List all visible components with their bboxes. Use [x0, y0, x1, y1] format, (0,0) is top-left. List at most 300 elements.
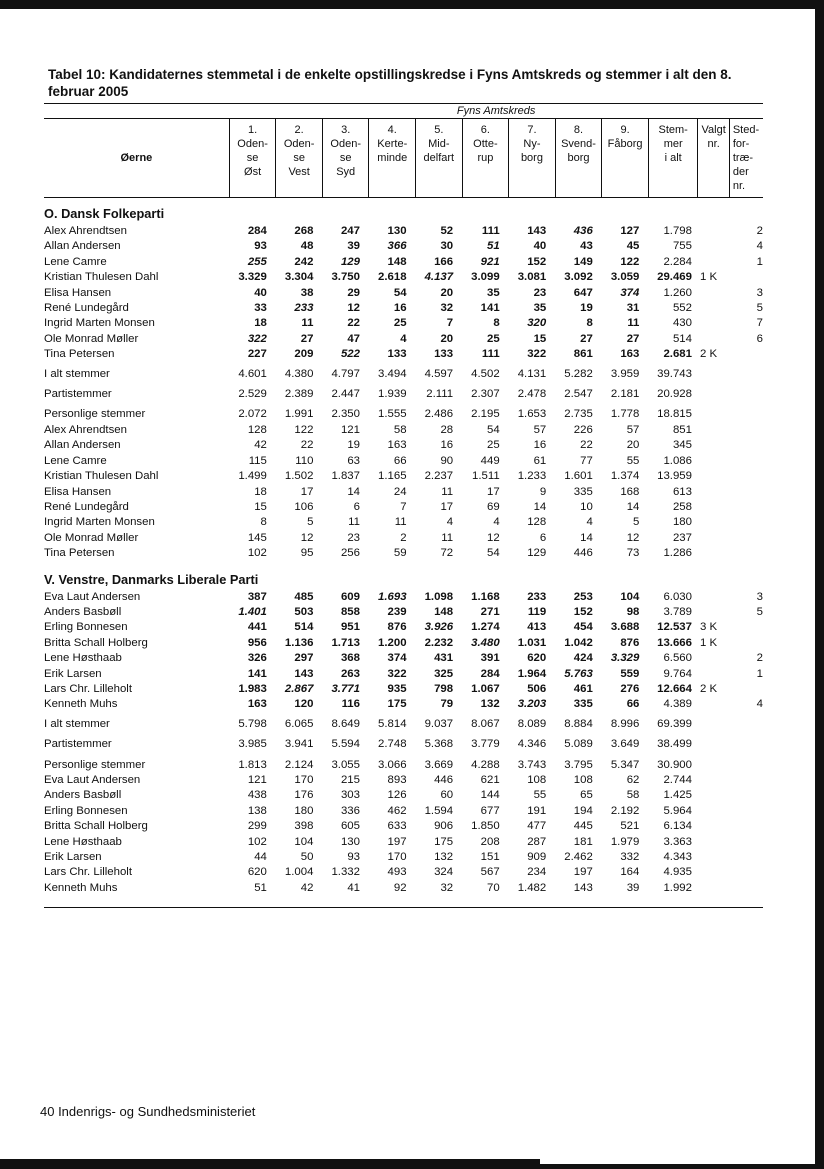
- cell-sted: 5: [756, 302, 763, 315]
- header-line: Kerte-: [377, 138, 408, 150]
- cell-kreds-4: 3.494: [378, 367, 407, 380]
- cell-kreds-5: 7: [446, 317, 454, 330]
- cell-kreds-5: 431: [434, 652, 454, 665]
- row-label: Kristian Thulesen Dahl: [44, 271, 159, 284]
- cell-kreds-6: 12: [487, 531, 500, 544]
- cell-kreds-5: 4: [446, 516, 454, 529]
- cell-kreds-3: 4.797: [331, 367, 360, 380]
- header-line: 1.: [247, 124, 258, 136]
- cell-kreds-7: 143: [527, 225, 547, 237]
- cell-total: 1.992: [663, 881, 692, 894]
- header-line: Vest: [288, 166, 310, 178]
- cell-total: 13.959: [657, 470, 692, 483]
- candidate-row: [44, 255, 763, 270]
- cell-sted: [729, 270, 763, 285]
- cell-kreds-6: 141: [480, 302, 500, 315]
- cell-kreds-3: 19: [347, 439, 360, 452]
- cell-kreds-1: 255: [247, 255, 267, 268]
- candidate-row: [44, 347, 763, 362]
- cell-kreds-5: 2.486: [424, 408, 454, 421]
- cell-kreds-1: 387: [247, 590, 267, 603]
- cell-kreds-8: 861: [573, 348, 593, 361]
- cell-sted: [729, 620, 763, 635]
- candidate-row: [44, 605, 763, 620]
- cell-kreds-6: 144: [480, 789, 500, 802]
- cell-kreds-7: 129: [527, 547, 547, 560]
- cell-kreds-3: 6: [353, 500, 360, 513]
- cell-kreds-6: 111: [481, 348, 500, 361]
- cell-kreds-7: 413: [527, 621, 547, 634]
- cell-kreds-3: 522: [340, 348, 360, 361]
- cell-total: 39.743: [657, 367, 692, 380]
- row-label: I alt stemmer: [44, 367, 110, 380]
- cell-kreds-8: 1.601: [564, 470, 593, 483]
- cell-kreds-9: 168: [620, 485, 640, 498]
- candidate-row: [44, 697, 763, 712]
- cell-kreds-5: 28: [440, 423, 454, 436]
- header-line: Fåborg: [607, 138, 643, 150]
- cell-kreds-9: 3.688: [610, 621, 640, 634]
- cell-kreds-2: 170: [294, 774, 314, 786]
- cell-kreds-9: 3.329: [610, 652, 640, 665]
- cell-kreds-5: 79: [440, 698, 454, 711]
- cell-valgt: [698, 835, 729, 850]
- cell-sted: 7: [756, 317, 763, 330]
- cell-kreds-4: 11: [394, 516, 407, 529]
- group-header-spacer: [44, 104, 229, 119]
- cell-total: 180: [672, 516, 692, 529]
- cell-kreds-5: 148: [434, 605, 454, 618]
- column-header-kreds-8: [555, 119, 602, 198]
- cell-sted: [729, 500, 763, 515]
- cell-sted: [729, 850, 763, 865]
- cell-kreds-5: 133: [434, 348, 454, 361]
- i-alt-row: [44, 363, 763, 382]
- cell-kreds-2: 268: [294, 225, 314, 237]
- cell-kreds-2: 110: [295, 454, 314, 467]
- cell-kreds-8: 143: [573, 881, 593, 894]
- table-bottom-rule: [44, 907, 763, 908]
- cell-kreds-5: 4.137: [424, 271, 454, 284]
- cell-valgt: [698, 332, 729, 347]
- cell-valgt: [698, 651, 729, 666]
- cell-kreds-2: 4.380: [284, 367, 314, 380]
- cell-kreds-1: 1.401: [238, 605, 267, 618]
- cell-kreds-7: 61: [533, 454, 547, 467]
- cell-kreds-3: 121: [340, 423, 360, 436]
- header-line: se: [339, 152, 352, 164]
- header-line: der: [732, 166, 749, 178]
- row-label: Eva Laut Andersen: [44, 774, 141, 786]
- cell-valgt: [698, 286, 729, 301]
- cell-total: 69.399: [657, 717, 692, 730]
- cell-valgt: [698, 438, 729, 453]
- candidate-row: [44, 301, 763, 316]
- personal-vote-row: [44, 804, 763, 819]
- column-header-stemmer: [648, 119, 698, 198]
- cell-valgt: [698, 850, 729, 865]
- cell-kreds-6: 921: [480, 255, 500, 268]
- cell-kreds-1: 620: [247, 866, 267, 879]
- personlige-row: [44, 753, 763, 773]
- cell-kreds-4: 59: [393, 547, 407, 560]
- cell-sted: [729, 713, 763, 732]
- cell-valgt: [698, 454, 729, 469]
- cell-kreds-7: 477: [527, 820, 547, 833]
- cell-kreds-2: 485: [294, 590, 314, 603]
- cell-sted: 5: [756, 605, 763, 618]
- cell-kreds-1: 284: [247, 225, 267, 237]
- header-line: se: [293, 152, 305, 164]
- table-body: [44, 198, 763, 897]
- cell-kreds-5: 30: [440, 240, 454, 253]
- cell-kreds-4: 633: [387, 820, 407, 833]
- cell-kreds-6: 51: [487, 240, 500, 253]
- cell-kreds-8: 3.092: [564, 271, 593, 284]
- row-label: Anders Basbøll: [44, 789, 122, 802]
- group-header-row: [44, 104, 763, 119]
- cell-sted: 3: [756, 590, 763, 603]
- cell-kreds-3: 5.594: [331, 738, 360, 751]
- cell-total: 2.744: [663, 774, 692, 786]
- cell-kreds-7: 4.346: [517, 738, 547, 751]
- cell-kreds-3: 14: [347, 485, 360, 498]
- cell-kreds-3: 116: [341, 698, 360, 711]
- cell-kreds-4: 1.555: [378, 408, 407, 421]
- partistemmer-row: [44, 382, 763, 402]
- cell-sted: [729, 773, 763, 788]
- cell-kreds-9: 27: [626, 332, 640, 345]
- cell-kreds-7: 128: [527, 516, 547, 529]
- cell-kreds-5: 11: [441, 531, 454, 544]
- cell-kreds-5: 1.594: [424, 804, 454, 817]
- row-label: Eva Laut Andersen: [44, 590, 141, 603]
- cell-sted: [729, 438, 763, 453]
- cell-total: 613: [672, 485, 692, 498]
- cell-kreds-9: 55: [626, 454, 640, 467]
- cell-kreds-2: 503: [294, 605, 314, 618]
- row-label: Lene Høsthaab: [44, 652, 122, 665]
- cell-valgt: [698, 773, 729, 788]
- cell-kreds-2: 11: [301, 317, 314, 330]
- cell-kreds-5: 32: [440, 302, 454, 315]
- cell-sted: 4: [756, 698, 763, 711]
- cell-kreds-3: 23: [347, 531, 360, 544]
- cell-kreds-5: 175: [434, 835, 454, 848]
- cell-kreds-8: 647: [573, 286, 593, 299]
- cell-kreds-4: 92: [393, 881, 407, 894]
- cell-kreds-5: 52: [440, 225, 454, 237]
- scan-edge-right: [815, 0, 824, 1169]
- cell-kreds-8: 446: [573, 547, 593, 560]
- cell-kreds-8: 19: [580, 302, 593, 315]
- header-line: rup: [477, 152, 494, 164]
- column-header-kreds-9: [602, 119, 649, 198]
- cell-total: 5.964: [663, 804, 692, 817]
- cell-kreds-3: 39: [347, 240, 360, 253]
- cell-kreds-7: 909: [527, 851, 547, 864]
- cell-total: 345: [672, 439, 692, 452]
- cell-kreds-6: 4.502: [471, 367, 500, 380]
- cell-kreds-8: 3.795: [564, 758, 593, 771]
- cell-kreds-3: 63: [347, 454, 360, 467]
- cell-kreds-7: 108: [527, 774, 547, 786]
- cell-kreds-7: 35: [533, 302, 547, 315]
- cell-kreds-3: 368: [340, 652, 360, 665]
- cell-valgt: [698, 224, 729, 239]
- cell-kreds-4: 2: [400, 531, 407, 544]
- personal-vote-row: [44, 835, 763, 850]
- cell-kreds-8: 5.282: [564, 367, 593, 380]
- row-label: Lene Camre: [44, 255, 107, 268]
- row-label: Ingrid Marten Monsen: [44, 317, 155, 330]
- party-name: V. Venstre, Danmarks Liberale Parti: [44, 571, 259, 587]
- cell-kreds-6: 2.307: [471, 388, 500, 401]
- candidate-row: [44, 667, 763, 682]
- cell-kreds-7: 57: [533, 423, 547, 436]
- header-line: Sted-: [732, 124, 760, 136]
- cell-kreds-8: 5.089: [564, 738, 593, 751]
- cell-kreds-1: 102: [247, 835, 267, 848]
- cell-kreds-2: 180: [294, 804, 314, 817]
- cell-kreds-7: 152: [527, 255, 547, 268]
- cell-kreds-7: 15: [533, 332, 547, 345]
- cell-kreds-6: 1.168: [471, 590, 500, 603]
- cell-kreds-7: 287: [527, 835, 547, 848]
- cell-kreds-2: 95: [300, 547, 314, 560]
- cell-kreds-3: 12: [347, 302, 360, 315]
- cell-kreds-7: 6: [539, 531, 547, 544]
- cell-kreds-3: 3.771: [331, 682, 360, 695]
- row-label: Erling Bonnesen: [44, 621, 128, 634]
- personal-vote-row: [44, 546, 763, 561]
- cell-kreds-9: 14: [626, 500, 640, 513]
- cell-valgt: 2 K: [699, 348, 718, 361]
- cell-kreds-2: 2.389: [284, 388, 314, 401]
- cell-kreds-9: 12: [626, 531, 640, 544]
- scan-edge-bottom-thin: [540, 1164, 824, 1169]
- cell-kreds-3: 2.447: [331, 388, 360, 401]
- row-label: Tina Petersen: [44, 547, 115, 560]
- personal-vote-row: [44, 469, 763, 484]
- cell-kreds-5: 11: [441, 485, 454, 498]
- cell-kreds-2: 48: [300, 240, 314, 253]
- cell-sted: 4: [756, 240, 763, 253]
- cell-total: 258: [672, 500, 692, 513]
- cell-kreds-1: 128: [247, 423, 267, 436]
- cell-kreds-5: 2.232: [424, 636, 454, 649]
- cell-kreds-7: 1.031: [517, 636, 547, 649]
- results-table-wrap: [44, 103, 763, 896]
- cell-kreds-5: 1.098: [424, 590, 454, 603]
- cell-valgt: [698, 402, 729, 422]
- cell-kreds-9: 66: [626, 698, 640, 711]
- header-line: borg: [567, 152, 590, 164]
- cell-total: 4.343: [663, 851, 692, 864]
- cell-kreds-6: 677: [480, 804, 500, 817]
- candidate-row: [44, 682, 763, 697]
- cell-kreds-7: 16: [533, 439, 547, 452]
- cell-sted: [729, 402, 763, 422]
- header-line: 6.: [480, 124, 490, 136]
- cell-kreds-7: 9: [539, 485, 547, 498]
- personal-vote-row: [44, 500, 763, 515]
- cell-kreds-3: 1.713: [331, 636, 360, 649]
- cell-kreds-9: 1.979: [610, 835, 640, 848]
- cell-kreds-8: 27: [580, 332, 593, 345]
- cell-valgt: [698, 485, 729, 500]
- personal-vote-row: [44, 788, 763, 803]
- cell-total: 1.286: [663, 547, 692, 560]
- cell-valgt: [698, 605, 729, 620]
- cell-kreds-2: 514: [294, 621, 314, 634]
- personal-vote-row: [44, 485, 763, 500]
- cell-sted: [729, 546, 763, 561]
- cell-sted: [729, 382, 763, 402]
- cell-kreds-6: 54: [487, 547, 500, 560]
- cell-kreds-6: 151: [480, 851, 500, 864]
- cell-total: 4.935: [663, 866, 692, 879]
- cell-kreds-8: 152: [573, 605, 593, 618]
- header-line: nr.: [732, 180, 746, 192]
- cell-kreds-6: 1.511: [472, 470, 500, 483]
- candidate-row: [44, 332, 763, 347]
- cell-kreds-1: 4.601: [238, 367, 267, 380]
- candidate-row: [44, 590, 763, 605]
- cell-valgt: 2 K: [699, 682, 718, 695]
- cell-kreds-7: 4.131: [517, 367, 547, 380]
- cell-kreds-5: 9.037: [424, 717, 454, 730]
- cell-kreds-7: 8.089: [517, 717, 547, 730]
- candidate-row: [44, 636, 763, 651]
- cell-kreds-5: 324: [434, 866, 454, 879]
- cell-valgt: [698, 546, 729, 561]
- row-label: Tina Petersen: [44, 348, 115, 361]
- cell-kreds-5: 20: [440, 286, 454, 299]
- cell-total: 9.764: [663, 667, 692, 680]
- cell-sted: [729, 636, 763, 651]
- cell-kreds-2: 122: [294, 423, 314, 436]
- header-line: træ-: [732, 152, 754, 164]
- cell-kreds-3: 93: [347, 851, 360, 864]
- cell-kreds-6: 3.480: [471, 636, 500, 649]
- header-line: Øst: [244, 166, 262, 178]
- cell-kreds-5: 132: [434, 851, 454, 864]
- cell-kreds-7: 119: [527, 605, 547, 618]
- cell-valgt: [698, 500, 729, 515]
- cell-kreds-4: 1.165: [378, 470, 407, 483]
- cell-kreds-4: 239: [387, 605, 407, 618]
- cell-valgt: [698, 469, 729, 484]
- header-line: 8.: [573, 124, 584, 136]
- cell-kreds-2: 5: [307, 516, 314, 529]
- cell-kreds-4: 58: [393, 423, 407, 436]
- cell-total: 514: [672, 332, 692, 345]
- cell-kreds-8: 1.042: [564, 636, 593, 649]
- cell-kreds-3: 303: [340, 789, 360, 802]
- row-label: René Lundegård: [44, 302, 129, 315]
- row-label: Erik Larsen: [44, 851, 102, 864]
- cell-kreds-3: 22: [347, 317, 360, 330]
- cell-kreds-7: 234: [527, 866, 547, 879]
- candidate-row: [44, 620, 763, 635]
- cell-total: 38.499: [657, 738, 692, 751]
- personal-vote-row: [44, 438, 763, 453]
- cell-kreds-2: 120: [294, 698, 314, 711]
- cell-kreds-2: 1.136: [284, 636, 314, 649]
- cell-kreds-1: 2.072: [238, 408, 267, 421]
- cell-kreds-1: 326: [247, 652, 267, 665]
- cell-kreds-9: 559: [620, 667, 640, 680]
- cell-kreds-9: 104: [620, 590, 640, 603]
- cell-kreds-2: 2.867: [284, 682, 314, 695]
- cell-kreds-7: 322: [527, 348, 547, 361]
- cell-kreds-4: 462: [387, 804, 407, 817]
- cell-kreds-2: 27: [300, 332, 314, 345]
- cell-kreds-3: 1.332: [331, 866, 360, 879]
- cell-kreds-2: 38: [300, 286, 314, 299]
- cell-kreds-6: 8.067: [471, 717, 500, 730]
- cell-total: 1.086: [663, 454, 692, 467]
- cell-kreds-1: 44: [254, 851, 267, 864]
- cell-sted: [729, 363, 763, 382]
- column-header-kreds-7: [509, 119, 556, 198]
- cell-kreds-9: 45: [626, 240, 640, 253]
- page-footer: 40 Indenrigs- og Sundhedsministeriet: [40, 1104, 256, 1119]
- cell-kreds-5: 90: [440, 454, 454, 467]
- cell-sted: [729, 819, 763, 834]
- row-label: René Lundegård: [44, 500, 129, 513]
- cell-valgt: 3 K: [699, 621, 718, 634]
- personlige-row: [44, 402, 763, 422]
- cell-kreds-7: 2.478: [517, 388, 547, 401]
- partistemmer-row: [44, 732, 763, 752]
- cell-kreds-7: 506: [527, 682, 547, 695]
- cell-kreds-2: 3.304: [284, 271, 314, 284]
- cell-kreds-8: 10: [580, 500, 593, 513]
- cell-total: 1.425: [663, 789, 692, 802]
- cell-valgt: [698, 732, 729, 752]
- cell-kreds-7: 620: [527, 652, 547, 665]
- header-line: Oden-: [237, 138, 268, 150]
- cell-kreds-4: 66: [393, 454, 407, 467]
- cell-total: 552: [672, 302, 692, 315]
- row-label: Ingrid Marten Monsen: [44, 516, 155, 529]
- header-line: se: [246, 152, 259, 164]
- cell-valgt: [698, 804, 729, 819]
- cell-kreds-8: 149: [573, 255, 593, 268]
- cell-kreds-3: 858: [340, 605, 360, 618]
- row-label: Allan Andersen: [44, 240, 121, 253]
- cell-kreds-4: 1.939: [378, 388, 407, 401]
- cell-total: 4.389: [663, 698, 692, 711]
- cell-kreds-8: 335: [573, 485, 593, 498]
- cell-valgt: [698, 423, 729, 438]
- cell-valgt: [698, 667, 729, 682]
- row-label: Britta Schall Holberg: [44, 636, 148, 649]
- cell-sted: [729, 515, 763, 530]
- row-label: Alex Ahrendtsen: [44, 225, 127, 237]
- cell-kreds-6: 1.067: [471, 682, 500, 695]
- cell-kreds-1: 1.499: [238, 470, 267, 483]
- cell-kreds-9: 3.959: [610, 367, 640, 380]
- cell-kreds-6: 111: [481, 225, 500, 237]
- cell-kreds-6: 69: [487, 500, 500, 513]
- header-line: 4.: [387, 124, 397, 136]
- cell-total: 3.363: [663, 835, 692, 848]
- candidate-row: [44, 316, 763, 331]
- cell-kreds-9: 1.374: [610, 470, 640, 483]
